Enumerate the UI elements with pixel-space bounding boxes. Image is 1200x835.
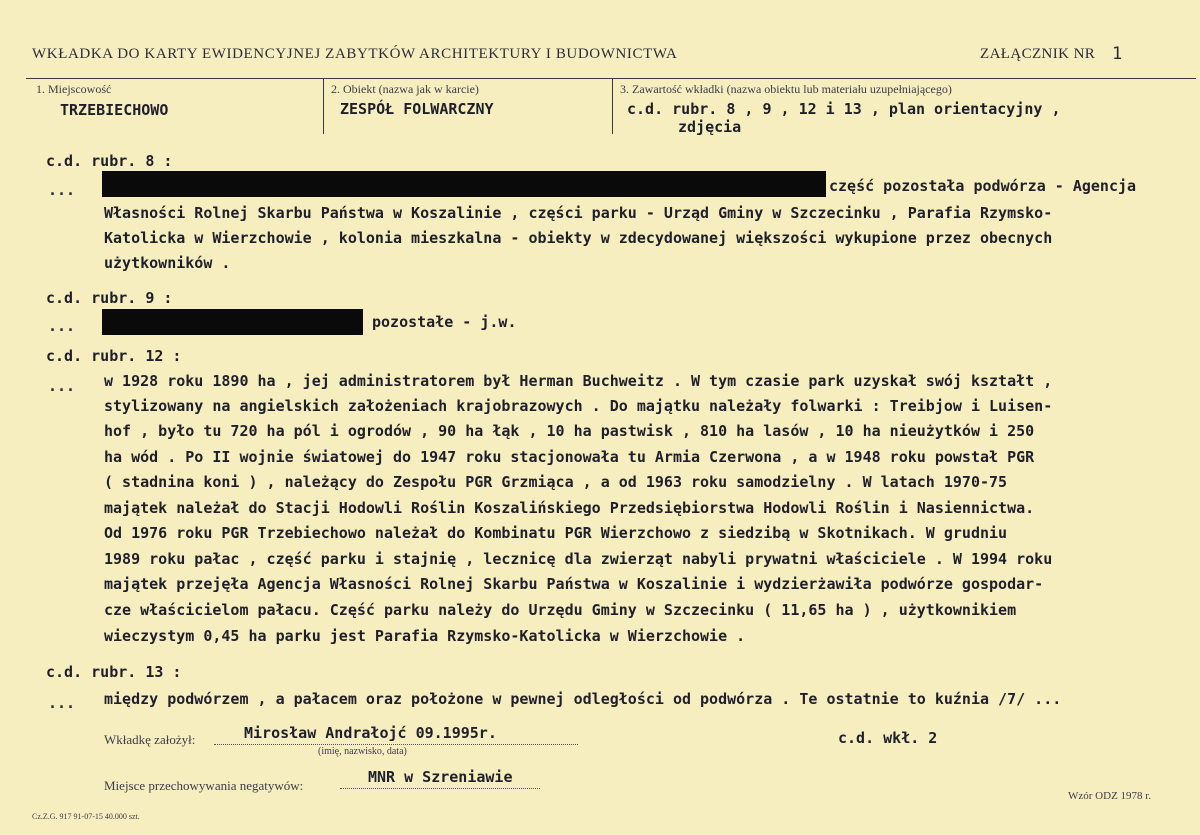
section13-heading: c.d. rubr. 13 : — [46, 663, 182, 681]
section9-heading: c.d. rubr. 9 : — [46, 289, 173, 307]
section12-line: stylizowany na angielskich założeniach krajobrazowych . Do majątku należały folwarki : Treibjow i Luisen- — [104, 397, 1053, 415]
field3-value-line2: zdjęcia — [678, 118, 742, 136]
field-divider — [323, 78, 324, 134]
attachment-label: ZAŁĄCZNIK NR — [980, 46, 1096, 62]
redaction-bar — [102, 171, 826, 197]
continuation-note: c.d. wkł. 2 — [838, 729, 938, 747]
section8-line: część pozostała podwórza - Agencja — [829, 177, 1137, 195]
section8-ellipsis: ... — [48, 181, 76, 199]
section9-ellipsis: ... — [48, 317, 76, 335]
section13-ellipsis: ... — [48, 694, 76, 712]
section9-text: pozostałe - j.w. — [372, 313, 517, 331]
section12-line: w 1928 roku 1890 ha , jej administratorem był Herman Buchweitz . W tym czasie park uzyskał swój kształt , — [104, 372, 1053, 390]
section13-text: między podwórzem , a pałacem oraz położone w pewnej odległości od podwórza . Te ostatnie to kuźnia /7/ ... — [104, 690, 1062, 708]
section12-line: majątek należał do Stacji Hodowli Roślin Koszalińskiego Przedsiębiorstwa Hodowli Roślin i Nasiennictwa. — [104, 499, 1035, 517]
section8-line: Katolicka w Wierzchowie , kolonia mieszkalna - obiekty w zdecydowanej większości wykupione przez obecnych — [104, 229, 1053, 247]
section12-line: ( stadnina koni ) , należący do Zespołu PGR Grzmiąca , a od 1963 roku samodzielny . W latach 1970-75 — [104, 473, 1008, 491]
field-divider — [612, 78, 613, 134]
section12-line: cze właścicielom pałacu. Część parku należy do Urzędu Gminy w Szczecinku ( 11,65 ha ) , użytkownikiem — [104, 601, 1017, 619]
negatives-value: MNR w Szreniawie — [368, 768, 513, 786]
negatives-label: Miejsce przechowywania negatywów: — [104, 778, 304, 793]
section8-line: użytkowników . — [104, 254, 231, 272]
author-hint: (imię, nazwisko, data) — [318, 746, 407, 757]
field3-label: 3. Zawartość wkładki (nazwa obiektu lub materiału uzupełniającego) — [620, 82, 952, 96]
author-dotted-line — [214, 744, 578, 745]
print-code: Cz.Z.G. 917 91-07-15 40.000 szt. — [32, 812, 140, 821]
section12-line: majątek przejęła Agencja Własności Rolnej Skarbu Państwa w Koszalinie i wydzierżawiła podwórze gospodar- — [104, 575, 1044, 593]
section8-heading: c.d. rubr. 8 : — [46, 152, 173, 170]
field2-value: ZESPÓŁ FOLWARCZNY — [340, 100, 494, 118]
field1-value: TRZEBIECHOWO — [60, 101, 169, 119]
negatives-dotted-line — [340, 788, 540, 789]
attachment-number: 1 — [1112, 44, 1123, 64]
section12-line: hof , było tu 720 ha pól i ogrodów , 90 ha łąk , 10 ha pastwisk , 810 ha lasów , 10 ha nieużytków i 250 — [104, 422, 1035, 440]
section12-line: ha wód . Po II wojnie światowej do 1947 roku stacjonowała tu Armia Czerwona , a w 1948 roku powstał PGR — [104, 448, 1035, 466]
section12-line: Od 1976 roku PGR Trzebiechowo należał do Kombinatu PGR Wierzchowo z siedzibą w Skotnikach. W grudniu — [104, 524, 1008, 542]
section12-heading: c.d. rubr. 12 : — [46, 347, 182, 365]
field1-label: 1. Miejscowość — [36, 82, 112, 96]
section12-line: 1989 roku pałac , część parku i stajnię , lecznicę dla zwierząt nabyli prywatni właściciele . W 1994 roku — [104, 550, 1053, 568]
author-label: Wkładkę założył: — [104, 732, 196, 747]
form-title: WKŁADKA DO KARTY EWIDENCYJNEJ ZABYTKÓW ARCHITEKTURY I BUDOWNICTWA — [32, 46, 678, 62]
section12-line: wieczystym 0,45 ha parku jest Parafia Rzymsko-Katolicka w Wierzchowie . — [104, 627, 746, 645]
author-value: Mirosław Andrałojć 09.1995r. — [244, 724, 497, 742]
field2-label: 2. Obiekt (nazwa jak w karcie) — [331, 82, 479, 96]
section12-ellipsis: ... — [48, 377, 76, 395]
field3-value-line1: c.d. rubr. 8 , 9 , 12 i 13 , plan orientacyjny , — [627, 100, 1061, 118]
section8-line: Własności Rolnej Skarbu Państwa w Koszalinie , części parku - Urząd Gminy w Szczecinku , Parafia Rzymsko- — [104, 204, 1053, 222]
redaction-bar — [102, 309, 363, 335]
model-number: Wzór ODZ 1978 r. — [1068, 790, 1152, 802]
